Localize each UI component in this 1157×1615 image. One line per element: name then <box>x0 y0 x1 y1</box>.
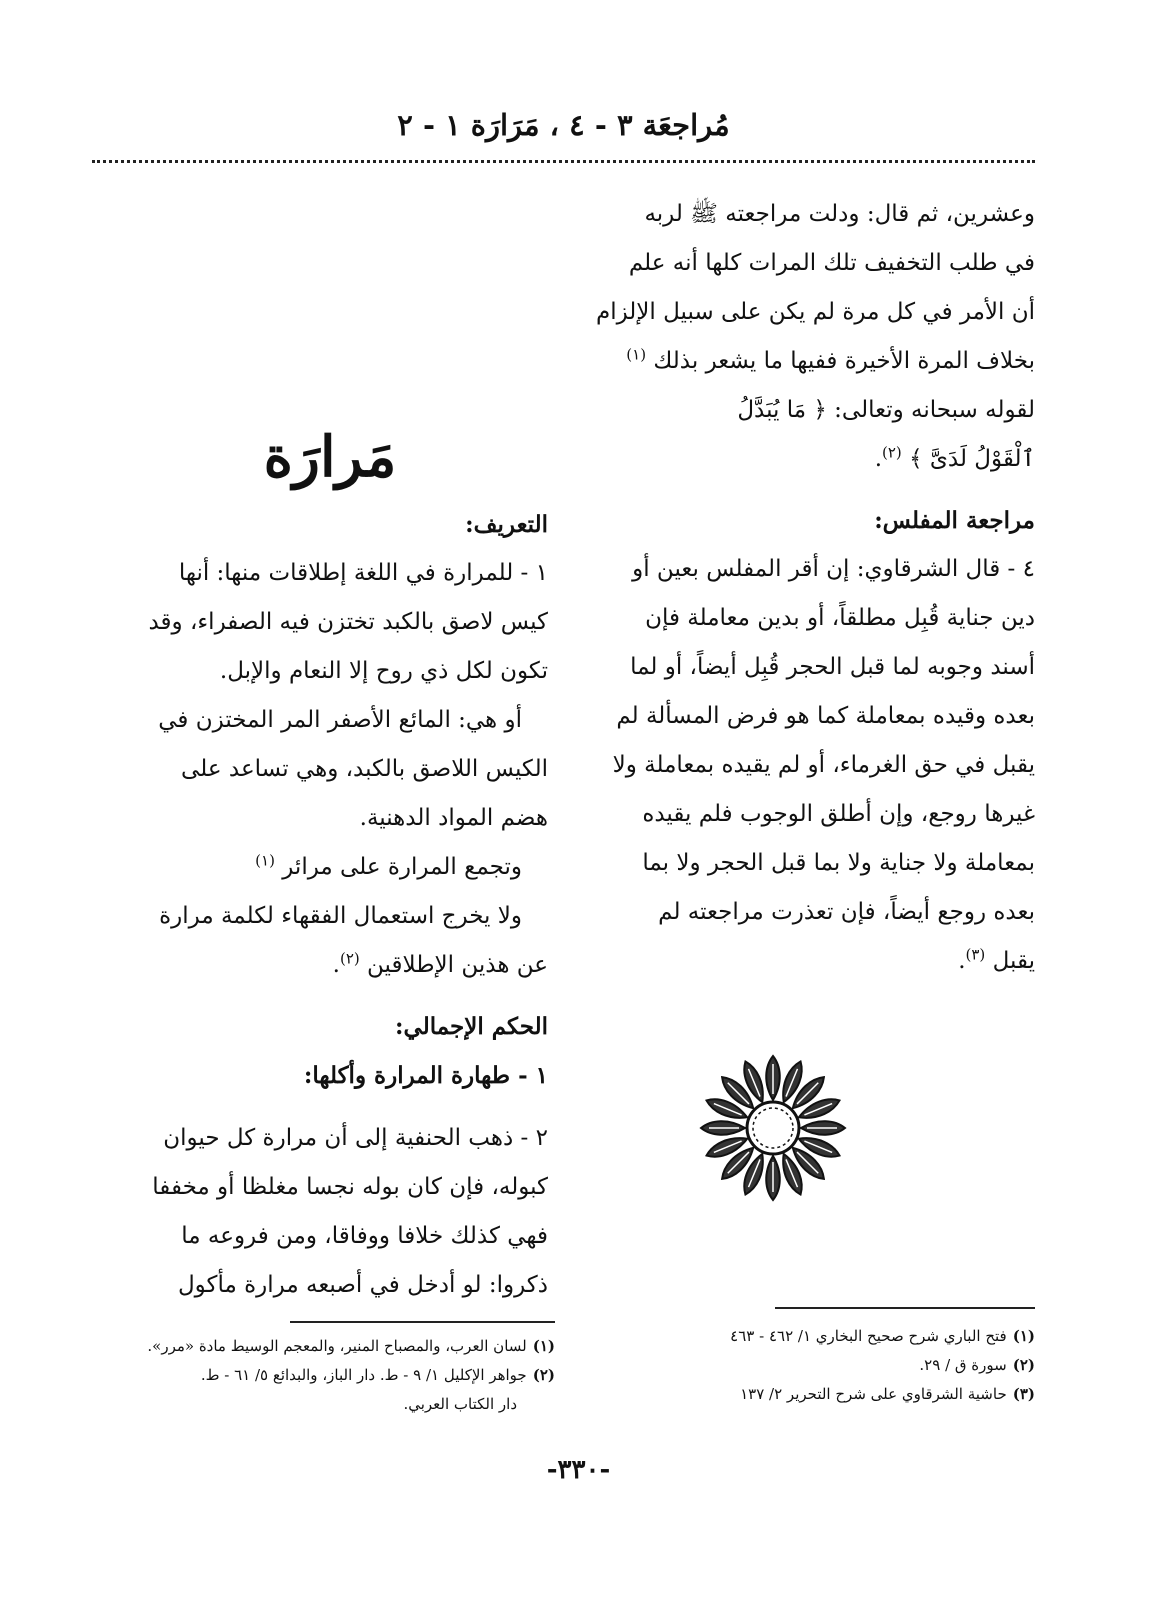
body-line: وعشرين، ثم قال: ودلت مراجعته ﷺ لربه <box>644 201 1035 227</box>
section-heading: التعريف: <box>465 511 548 538</box>
entry-title: مَرارَة <box>263 424 397 490</box>
body-line: فهي كذلك خلافا ووفاقا، ومن فروعه ما <box>181 1223 548 1249</box>
body-line: ٢ - ذهب الحنفية إلى أن مرارة كل حيوان <box>163 1125 548 1151</box>
body-line: كيس لاصق بالكبد تختزن فيه الصفراء، وقد <box>148 609 548 635</box>
footnote-ref: (١) <box>626 345 647 364</box>
body-line: ولا يخرج استعمال الفقهاء لكلمة مرارة <box>159 903 522 929</box>
decorative-star-ornament-icon <box>698 1053 848 1203</box>
body-line: ٱلْقَوْلُ لَدَىَّ ﴾ $^{(٢)}$. <box>874 443 1035 472</box>
body-line: يقبل في حق الغرماء، أو لم يقيده بمعاملة ولا <box>612 752 1035 778</box>
body-line: لقوله سبحانه وتعالى: ﴿ مَا يُبَدَّلُ <box>737 397 1035 423</box>
right-column <box>595 190 1035 986</box>
body-line: غيرها روجع، وإن أطلق الوجوب فلم يقيده <box>642 801 1035 827</box>
footnote: (١)فتح الباري شرح صحيح البخاري ١/ ٤٦٢ - ٤٦٣ <box>730 1327 1035 1345</box>
footnotes-right <box>595 1322 1035 1409</box>
body-line: بمعاملة ولا جناية ولا بما قبل الحجر ولا بما <box>642 850 1035 876</box>
body-line: هضم المواد الدهنية. <box>359 805 548 831</box>
body-line: ٤ - قال الشرقاوي: إن أقر المفلس بعين أو <box>632 556 1035 582</box>
body-line: أسند وجوبه لما قبل الحجر قُبِل أيضاً، أو لما <box>630 654 1035 680</box>
subsection-heading: ١ - طهارة المرارة وأكلها: <box>303 1062 548 1089</box>
body-line: تكون لكل ذي روح إلا النعام والإبل. <box>219 658 548 684</box>
body-line: الكيس اللاصق بالكبد، وهي تساعد على <box>181 756 548 782</box>
footnote-ref: (٣) <box>965 945 986 964</box>
footnote: (٢)سورة ق / ٢٩. <box>919 1356 1035 1374</box>
header-dotted-rule <box>92 160 1035 163</box>
body-line: يقبل $^{(٣)}$. <box>958 945 1035 974</box>
body-line: ذكروا: لو أدخل في أصبعه مرارة مأكول <box>177 1272 548 1298</box>
footnotes-left <box>85 1332 555 1419</box>
footnote-ref: (٢) <box>339 949 360 968</box>
body-line: أن الأمر في كل مرة لم يكن على سبيل الإلزام <box>595 299 1035 325</box>
footnote-ref: (٢) <box>882 443 902 462</box>
footnote: (٣)حاشية الشرقاوي على شرح التحرير ٢/ ١٣٧ <box>740 1385 1035 1403</box>
body-line: ١ - للمرارة في اللغة إطلاقات منها: أنها <box>178 560 548 586</box>
body-line: في طلب التخفيف تلك المرات كلها أنه علم <box>628 250 1035 276</box>
body-line: دين جناية قُبِل مطلقاً، أو بدين معاملة فإن <box>645 605 1035 631</box>
footnote: (٢)جواهر الإكليل ١/ ٩ - ط. دار الباز، والبدائع ٥/ ٦١ - ط. <box>200 1366 555 1384</box>
footnote-ref: (١) <box>255 851 275 870</box>
section-heading: مراجعة المفلس: <box>874 507 1035 534</box>
body-line: بخلاف المرة الأخيرة ففيها ما يشعر بذلك $^{(١)}$ <box>626 345 1035 374</box>
body-line: بعده وقيده بمعاملة كما هو فرض المسألة لم <box>616 703 1035 729</box>
section-heading: الحكم الإجمالي: <box>395 1013 548 1040</box>
footnote-continuation: دار الكتاب العربي. <box>403 1395 517 1413</box>
body-line: بعده روجع أيضاً، فإن تعذرت مراجعته لم <box>658 899 1035 925</box>
body-line: عن هذين الإطلاقين $^{(٢)}$. <box>332 949 548 978</box>
body-line: أو هي: المائع الأصفر المر المختزن في <box>158 707 522 733</box>
body-line: وتجمع المرارة على مرائر $^{(١)}$ <box>255 851 522 880</box>
footnote-rule-left <box>290 1321 555 1323</box>
body-line: كبوله، فإن كان بوله نجسا مغلظا أو مخففا <box>152 1174 548 1200</box>
running-header: مُراجعَة ٣ - ٤ ، مَرَارَة ١ - ٢ <box>397 108 730 142</box>
page-number: -٣٣٠- <box>546 1455 611 1485</box>
footnote-rule-right <box>775 1307 1035 1309</box>
left-column <box>96 500 548 1310</box>
footnote: (١)لسان العرب، والمصباح المنير، والمعجم الوسيط مادة «مرر». <box>147 1337 555 1355</box>
